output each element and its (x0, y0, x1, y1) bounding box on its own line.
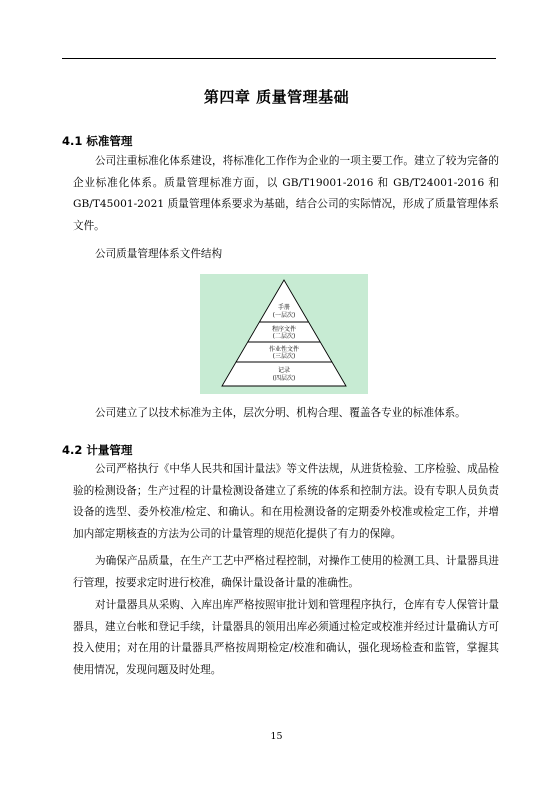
section-heading-standard-management: 4.1 标准管理 (62, 134, 133, 148)
paragraph-quality-assurance: 为确保产品质量，在生产工艺中严格过程控制，对操作工使用的检测工具、计量器具进行管理，按要求定时进行校准，确保计量设备计量的准确性。 (73, 555, 499, 589)
pyramid-level-1-name: 手册 (277, 304, 291, 311)
paragraph-metrology-law: 公司严格执行《中华人民共和国计量法》等文件法规，从进货检验、工序检验、成品检验的检测设备；生产过程的计量检测设备建立了系统的体系和控制方法。设有专职人员负责设备的选型、委外校准/检定、和确认。和在用检测设备的定期委外校准或检定工作，并增加内部定期核查的方法为公司的计量管理的规范化提供了有力的保障。 (73, 463, 499, 540)
pyramid-level-2-tier: (二层次) (272, 333, 296, 340)
pyramid-level-3-name: 作业性文件 (268, 346, 300, 353)
pyramid-level-4-tier: (四层次) (272, 375, 296, 382)
pyramid-level-1-tier: (一层次) (272, 312, 296, 319)
section-heading-metrology-management: 4.2 计量管理 (62, 443, 133, 457)
document-structure-pyramid (200, 274, 368, 394)
pyramid-level-3-tier: (三层次) (272, 353, 296, 360)
header-rule (62, 58, 496, 59)
pyramid-level-4-name: 记录 (277, 367, 291, 374)
pyramid-level-2-name: 程序文件 (271, 326, 297, 333)
figure-caption: 公司质量管理体系文件结构 (95, 248, 223, 260)
paragraph-standardization: 公司注重标准化体系建设，将标准化工作作为企业的一项主要工作。建立了较为完备的企业标准化体系。质量管理标准方面，以 GB/T19001-2016 和 GB/T24001-2016 和 GB/T45001-2021 质量管理体系要求为基础，结合公司的实际情况，形成了质量管理体系文件。 (73, 155, 499, 232)
page-number: 15 (270, 731, 283, 742)
chapter-title: 第四章 质量管理基础 (203, 88, 350, 106)
paragraph-instrument-control: 对计量器具从采购、入库出库严格按照审批计划和管理程序执行，仓库有专人保管计量器具，建立台帐和登记手续，计量器具的领用出库必须通过检定或校准并经过计量确认方可投入使用；对在用的计量器具严格按周期检定/校准和确认，强化现场检查和监管，掌握其使用情况，发现问题及时处理。 (73, 599, 499, 676)
paragraph-standard-system: 公司建立了以技术标准为主体，层次分明、机构合理、覆盖各专业的标准体系。 (95, 407, 466, 419)
